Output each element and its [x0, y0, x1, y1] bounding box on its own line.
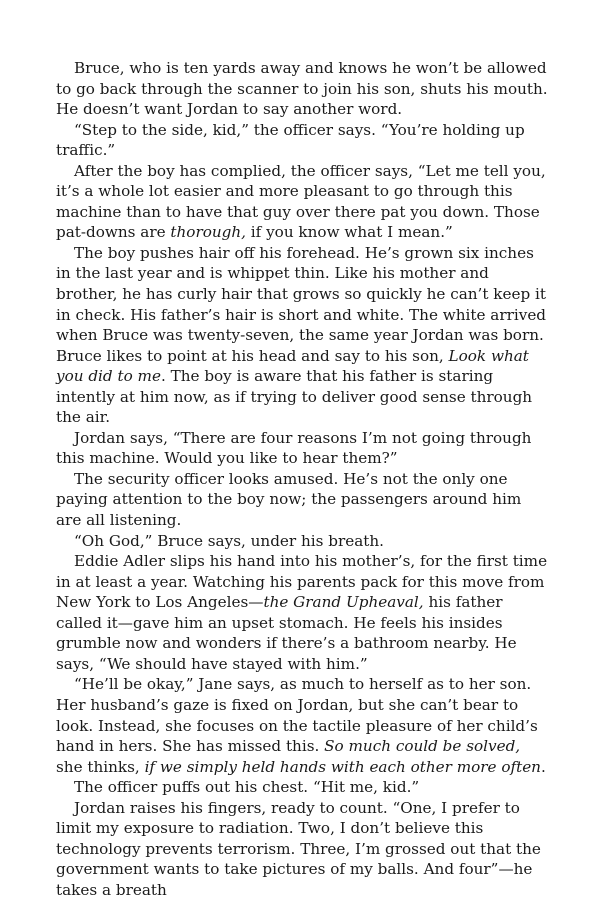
text-run: “Oh God,” Bruce says, under his breath.	[74, 531, 385, 550]
text-run: .	[540, 757, 546, 776]
paragraph	[56, 551, 550, 674]
text-run: Eddie Adler slips his hand into his mother’s, for the first time in at least a year. Watching his parents pack for this move from New York to Los Angeles—	[56, 552, 548, 612]
italic-text: thorough,	[170, 223, 246, 242]
text-run: his father called it—gave him an upset stomach. He feels his insides grumble now and wonders if there’s a bathroom nearby. He says, “We should have stayed with him.”	[56, 593, 517, 673]
paragraph	[56, 58, 550, 120]
text-run: she thinks,	[56, 757, 145, 776]
body-text	[56, 58, 550, 900]
text-run: Jordan says, “There are four reasons I’m not going through this machine. Would you like to hear them?”	[56, 428, 532, 468]
text-run: The boy pushes hair off his forehead. He’s grown six inches in the last year and is whippet thin. Like his mother and brother, he has curly hair that grows so quickly he can’t keep it in check. His father’s hair is short and white. The white arrived when Bruce was twenty-seven, the same year Jordan was born. Bruce likes to point at his head and say to his son,	[56, 243, 547, 365]
italic-text: the Grand Upheaval,	[263, 593, 424, 612]
paragraph	[56, 798, 550, 900]
paragraph	[56, 531, 550, 552]
text-run: “Step to the side, kid,” the officer says. “You’re holding up traffic.”	[56, 120, 525, 160]
italic-text: So much could be solved,	[324, 737, 521, 756]
paragraph	[56, 161, 550, 243]
paragraph	[56, 469, 550, 531]
paragraph	[56, 674, 550, 777]
text-run: After the boy has complied, the officer says, “Let me tell you, it’s a whole lot easier and more pleasant to go through this machine than to have that guy over there pat you down. Those pat-downs are	[56, 161, 546, 242]
italic-text: if we simply held hands with each other more often	[144, 757, 541, 776]
text-run: Jordan raises his fingers, ready to count. “One, I prefer to limit my exposure to radiation. Two, I don’t believe this technology prevents terrorism. Three, I’m grossed out that the government wants to take pictures of my balls. And four”—he takes a breath	[56, 798, 541, 899]
italic-text: Look what you did to me	[56, 346, 529, 386]
text-run: The officer puffs out his chest. “Hit me, kid.”	[74, 778, 420, 797]
text-run: “He’ll be okay,” Jane says, as much to herself as to her son. Her husband’s gaze is fixed on Jordan, but she can’t bear to look. Instead, she focuses on the tactile pleasure of her child’s hand in hers. She has missed this.	[56, 675, 538, 756]
text-run: if you know what I mean.”	[245, 223, 453, 242]
paragraph	[56, 120, 550, 161]
paragraph	[56, 428, 550, 469]
text-run: The security officer looks amused. He’s not the only one paying attention to the boy now; the passengers around him are all listening.	[56, 469, 522, 530]
paragraph	[56, 777, 550, 798]
paragraph	[56, 243, 550, 428]
text-run: Bruce, who is ten yards away and knows he won’t be allowed to go back through the scanner to join his son, shuts his mouth. He doesn’t want Jordan to say another word.	[56, 59, 548, 119]
text-run: . The boy is aware that his father is staring intently at him now, as if trying to deliver good sense through the air.	[56, 367, 533, 427]
